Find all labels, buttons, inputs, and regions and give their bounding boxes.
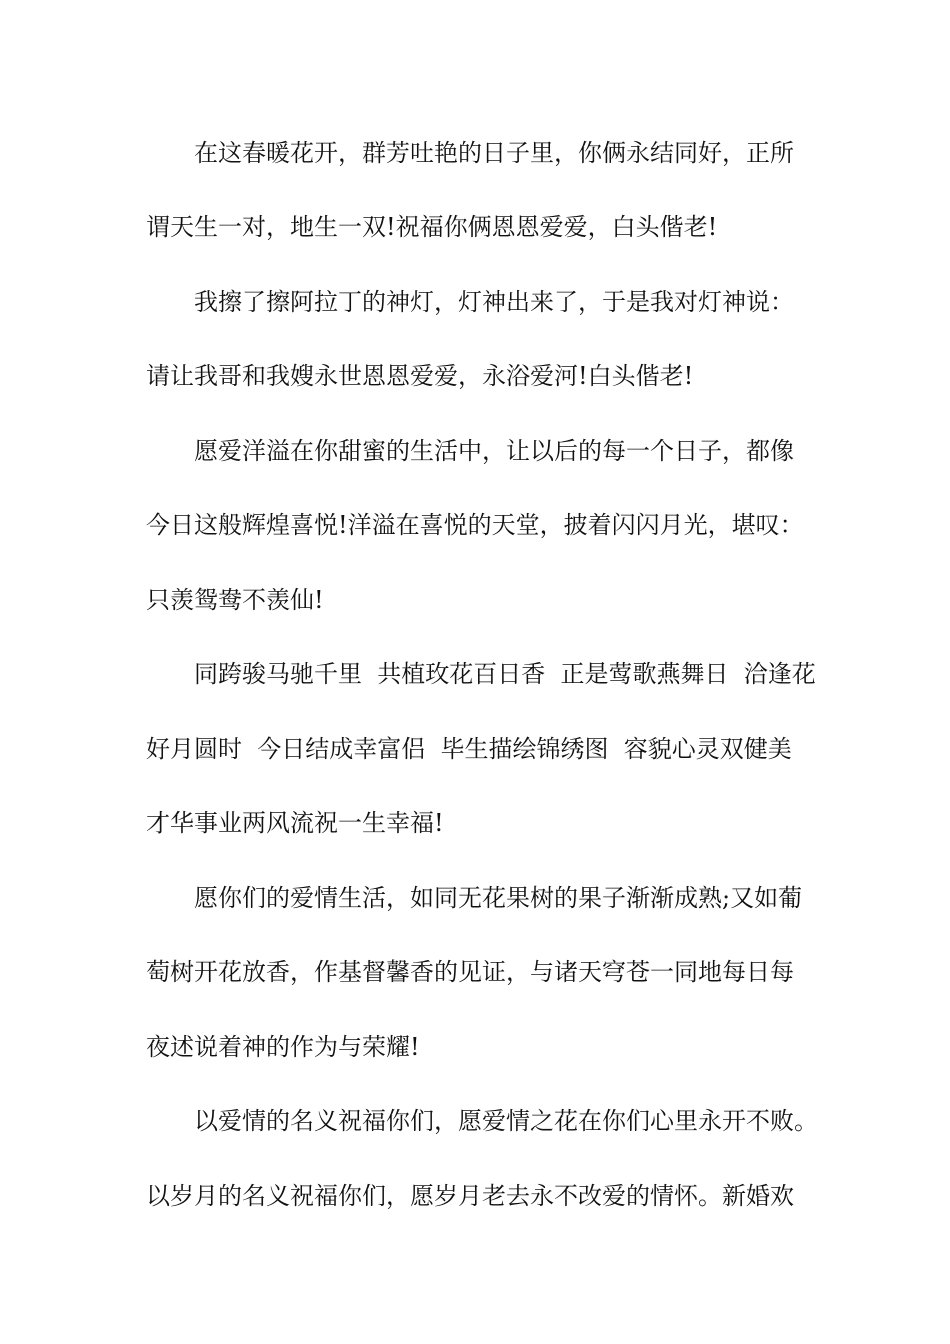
paragraph-5-line-3: 夜述说着神的作为与荣耀! bbox=[146, 1033, 420, 1061]
paragraph-4-line-2: 好月圆时 今日结成幸富侣 毕生描绘锦绣图 容貌心灵双健美 bbox=[146, 735, 792, 763]
paragraph-1-line-1: 在这春暖花开，群芳吐艳的日子里，你俩永结同好，正所 bbox=[194, 139, 794, 167]
paragraph-6-line-2: 以岁月的名义祝福你们，愿岁月老去永不改爱的情怀。新婚欢 bbox=[146, 1182, 794, 1210]
paragraph-1-line-2: 谓天生一对，地生一双!祝福你俩恩恩爱爱，白头偕老! bbox=[146, 213, 718, 241]
paragraph-3-line-2: 今日这般辉煌喜悦!洋溢在喜悦的天堂，披着闪闪月光，堪叹： bbox=[146, 511, 804, 539]
paragraph-4-line-3: 才华事业两风流祝一生幸福! bbox=[146, 809, 444, 837]
paragraph-6-line-1: 以爱情的名义祝福你们，愿爱情之花在你们心里永开不败。 bbox=[194, 1107, 818, 1135]
paragraph-5-line-2: 萄树开花放香，作基督馨香的见证，与诸天穹苍一同地每日每 bbox=[146, 958, 794, 986]
paragraph-2-line-1: 我擦了擦阿拉丁的神灯，灯神出来了，于是我对灯神说： bbox=[194, 288, 794, 316]
paragraph-4-line-1: 同跨骏马驰千里 共植玫花百日香 正是莺歌燕舞日 洽逢花 bbox=[194, 660, 816, 688]
paragraph-3-line-1: 愿爱洋溢在你甜蜜的生活中，让以后的每一个日子，都像 bbox=[194, 437, 794, 465]
paragraph-3-line-3: 只羡鸳鸯不羡仙! bbox=[146, 586, 324, 614]
paragraph-2-line-2: 请让我哥和我嫂永世恩恩爱爱，永浴爱河!白头偕老! bbox=[146, 362, 694, 390]
paragraph-5-line-1: 愿你们的爱情生活，如同无花果树的果子渐渐成熟;又如葡 bbox=[194, 884, 803, 912]
